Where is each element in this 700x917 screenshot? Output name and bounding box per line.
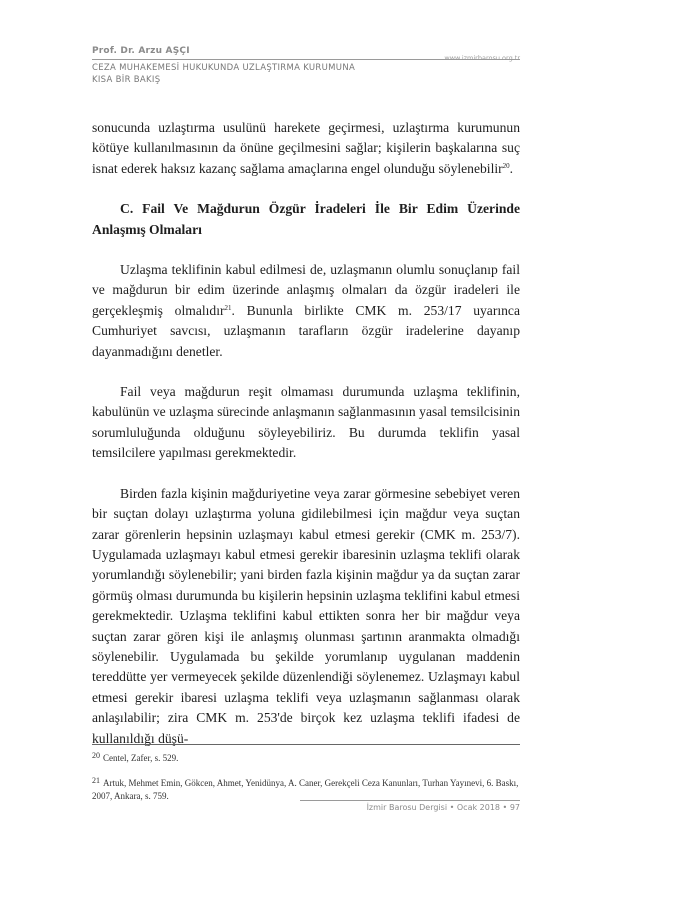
- footnotes: [92, 744, 520, 803]
- paragraph-4: Birden fazla kişinin mağduriyetine veya zarar görmesine sebebiyet veren bir suçtan dolayı uzlaştırma yoluna gidilebilmesi için mağdur veya suçtan zarar görenlerin hepsinin uzlaşmayı kabul etmesi gerekir (CMK m. 253/7). Uygulamada uzlaşmayı kabul etmesi gerekir ibaresinin uzlaşma teklifi olarak yorumlandığı söylenebilir; yani birden fazla kişinin mağdur ya da suçtan zarar görmüş olması durumunda bu kişilerin hepsinin uzlaşma teklifini kabul etmesi gerekmektedir. Uzlaşma teklifini kabul ettikten sonra her bir mağdur veya suçtan zarar gören kişi ile anlaşmış olunması şartının aranmakta olmadığı söylenebilir. Uygulamada bu şekilde yorumlanıp uygulanan maddenin tereddütte yer vermeyecek şekilde düzenlendiği söylenemez. Uzlaşmayı kabul etmesi gerekir ibaresi uzlaşma teklifi veya uzlaşmanın sağlanması olarak anlaşılabilir; zira CMK m. 253'de birçok kez uzlaşma teklifi ifadesi de kullanıldığı düşü-: [92, 485, 520, 746]
- footnote-rule: [92, 744, 520, 745]
- page-footer: [300, 800, 520, 812]
- paragraph-1: [92, 118, 520, 179]
- footnote-text: Artuk, Mehmet Emin, Gökcen, Ahmet, Yenidünya, A. Caner, Gerekçeli Ceza Kanunları, Turhan Yayınevi, 6. Baskı, 2007, Ankara, s. 759.: [92, 778, 519, 801]
- paragraph-2: [92, 260, 520, 362]
- footnote-text: Centel, Zafer, s. 529.: [103, 753, 179, 763]
- footnote-number: 21: [92, 776, 100, 785]
- header-author: Prof. Dr. Arzu AŞÇI: [92, 46, 190, 56]
- header-title-line-1: CEZA MUHAKEMESİ HUKUKUNDA UZLAŞTIRMA KURUMUNA: [92, 63, 356, 73]
- footer-text: İzmir Barosu Dergisi • Ocak 2018 • 97: [366, 803, 520, 812]
- article-body: [92, 118, 520, 749]
- paragraph-3: Fail veya mağdurun reşit olmaması durumunda uzlaşma teklifinin, kabulünün ve uzlaşma sürecinde anlaşmanın sağlanmasının yasal temsilcisinin sorumluluğunda olduğunu söyleyebiliriz. Bu durumda teklifin yasal temsilcilere yapılması gerekmektedir.: [92, 384, 520, 461]
- paragraph-1-text: sonucunda uzlaştırma usulünü harekete geçirmesi, uzlaştırma kurumunun kötüye kullanılmasının da önüne geçilmesini sağlar; kişilerin başkalarına suç isnat ederek haksız kazanç sağlama amaçlarına engel olunduğu söylenebilir: [92, 120, 520, 176]
- footnote-number: 20: [92, 751, 100, 760]
- header-website: www.izmirbarosu.org.tr: [444, 54, 520, 62]
- footnote-ref-21: 21: [224, 303, 232, 312]
- footnote-20: [92, 749, 520, 765]
- paragraph-2-text-after: . Bununla birlikte CMK m. 253/17 uyarınca Cumhuriyet savcısı, uzlaşmanın tarafların özgür iradelerine dayanıp dayanmadığını denetler.: [92, 302, 520, 359]
- footnote-ref-20: 20: [502, 161, 510, 170]
- header-article-title: [92, 62, 355, 86]
- header-title-line-2: KISA BİR BAKIŞ: [92, 75, 161, 85]
- footnote-21: [92, 774, 520, 803]
- section-heading: C. Fail Ve Mağdurun Özgür İradeleri İle Bir Edim Üzerinde Anlaşmış Olmaları: [92, 201, 520, 237]
- footer-rule: [300, 800, 520, 801]
- paragraph-2-text: Uzlaşma teklifinin kabul edilmesi de, uzlaşmanın olumlu sonuçlanıp fail ve mağdurun bir edim üzerinde anlaşmış olmaları da özgür iradeleri ile gerçekleşmiş olmalıdır: [92, 262, 520, 318]
- paragraph-1-end: .: [509, 160, 514, 176]
- running-header: [92, 46, 520, 85]
